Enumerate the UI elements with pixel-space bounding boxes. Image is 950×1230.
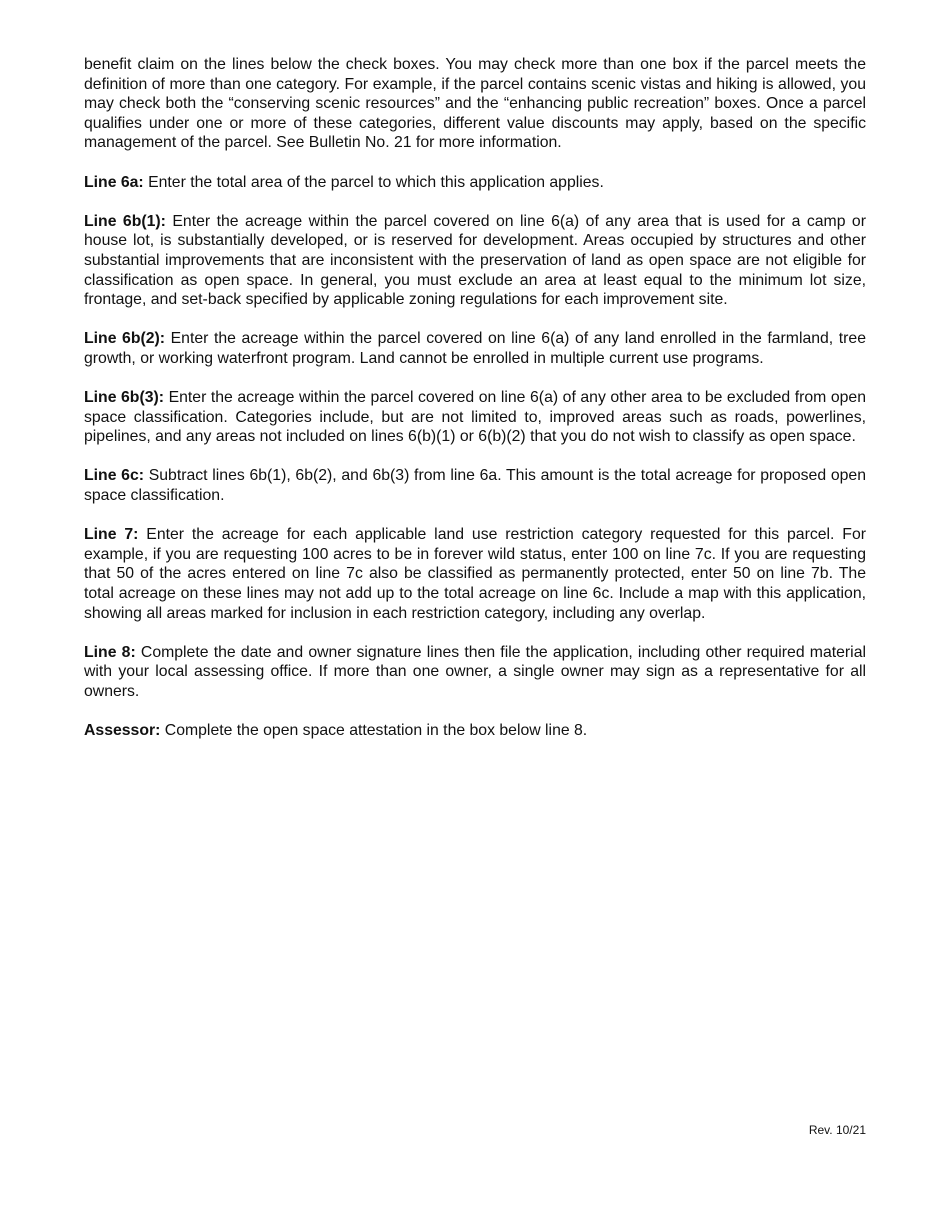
instruction-assessor [84, 721, 866, 741]
instruction-text: Enter the total area of the parcel to which this application applies. [143, 173, 604, 191]
instructions-body [84, 55, 866, 760]
instruction-label: Line 7: [84, 526, 139, 544]
intro-paragraph: benefit claim on the lines below the check boxes. You may check more than one box if the parcel meets the definition of more than one category. For example, if the parcel contains scenic vistas and hiking is allowed, you may check both the “conserving scenic resources” and the “enhancing public recreation” boxes. Once a parcel qualifies under one or more of these categories, different value discounts may apply, based on the specific management of the parcel. See Bulletin No. 21 for more information. [84, 56, 866, 152]
instruction-label: Line 6b(1): [84, 212, 166, 230]
instruction-label: Line 8: [84, 643, 136, 661]
instruction-line-8 [84, 643, 866, 702]
instruction-text: Enter the acreage for each applicable land use restriction category requested for this parcel. For example, if you are requesting 100 acres to be in forever wild status, enter 100 on line 7c. If you are requesting that 50 of the acres entered on line 7c also be classified as permanently protected, enter 50 on line 7b. The total acreage on these lines may not add up to the total acreage on line 6c. Include a map with this application, showing all areas marked for inclusion in each restriction category, including any overlap. [84, 526, 866, 622]
instruction-line-7 [84, 525, 866, 623]
instruction-text: Complete the open space attestation in the box below line 8. [160, 722, 588, 740]
instruction-text: Enter the acreage within the parcel covered on line 6(a) of any land enrolled in the farmland, tree growth, or working waterfront program. Land cannot be enrolled in multiple current use programs. [84, 330, 866, 367]
instruction-line-6b1 [84, 212, 866, 310]
revision-note: Rev. 10/21 [808, 1123, 866, 1137]
instruction-label: Line 6b(3): [84, 389, 165, 407]
instruction-label: Line 6c: [84, 467, 145, 485]
instruction-line-6b2 [84, 329, 866, 368]
instruction-line-6b3 [84, 388, 866, 447]
instruction-text: Enter the acreage within the parcel covered on line 6(a) of any other area to be excluded from open space classification. Categories include, but are not limited to, improved areas such as roads, powerlines, pipelines, and any areas not included on lines 6(b)(1) or 6(b)(2) that you do not wish to classify as open space. [84, 389, 866, 446]
instruction-label: Assessor: [84, 722, 161, 740]
instruction-text: Subtract lines 6b(1), 6b(2), and 6b(3) from line 6a. This amount is the total acreage for proposed open space classification. [84, 467, 866, 505]
instruction-label: Line 6b(2): [84, 330, 166, 348]
instruction-text: Complete the date and owner signature lines then file the application, including other required material with your local assessing office. If more than one owner, a single owner may sign as a representative for all owners. [84, 643, 866, 700]
instruction-label: Line 6a: [84, 173, 144, 191]
instruction-line-6a [84, 173, 866, 193]
instruction-text: Enter the acreage within the parcel covered on line 6(a) of any area that is used for a camp or house lot, is substantially developed, or is reserved for development. Areas occupied by structures and other substantial improvements that are inconsistent with the preservation of land as open space are not eligible for classification as open space. In general, you must exclude an area at least equal to the minimum lot size, frontage, and set-back specified by applicable zoning regulations for each improvement site. [84, 212, 866, 309]
instruction-line-6c [84, 466, 866, 505]
